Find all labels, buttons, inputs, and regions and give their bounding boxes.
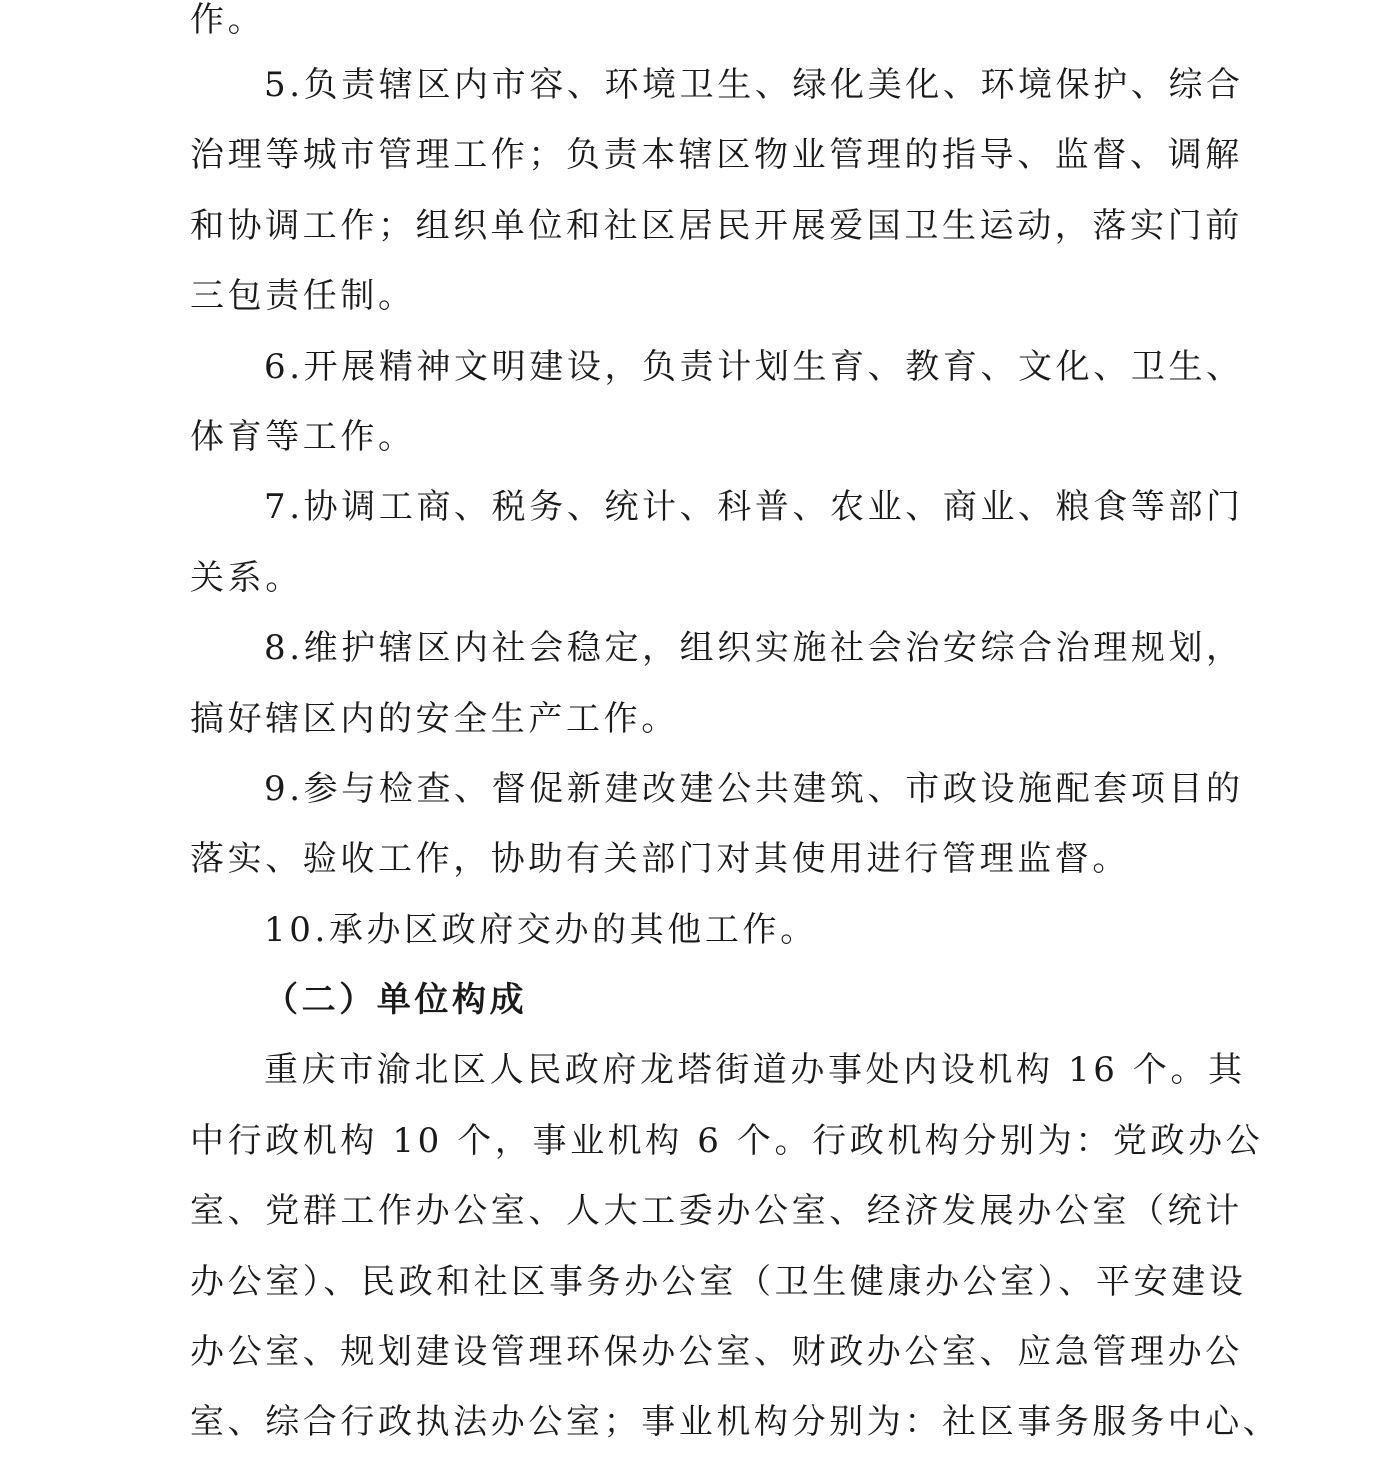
item-8-line-2: 搞好辖区内的安全生产工作。 [190, 698, 679, 739]
item-7-line-2: 关系。 [190, 557, 303, 598]
unit-composition-line-1: 重庆市渝北区人民政府龙塔街道办事处内设机构 16 个。其 [264, 1050, 1246, 1091]
unit-composition-line-3: 室、党群工作办公室、人大工委办公室、经济发展办公室（统计 [190, 1191, 1243, 1232]
item-5-line-3: 和协调工作；组织单位和社区居民开展爱国卫生运动，落实门前 [190, 205, 1243, 246]
item-7-line-1: 7.协调工商、税务、统计、科普、农业、商业、粮食等部门 [264, 487, 1244, 528]
paragraph-line: 作。 [190, 0, 266, 40]
item-5-line-1: 5.负责辖区内市容、环境卫生、绿化美化、环境保护、综合 [264, 65, 1244, 105]
unit-composition-line-5: 办公室、规划建设管理环保办公室、财政办公室、应急管理办公 [190, 1332, 1243, 1373]
item-6-line-1: 6.开展精神文明建设，负责计划生育、教育、文化、卫生、 [264, 346, 1244, 387]
item-5-line-2: 治理等城市管理工作；负责本辖区物业管理的指导、监督、调解 [190, 135, 1243, 176]
section-heading: （二）单位构成 [264, 980, 528, 1021]
item-9-line-1: 9.参与检查、督促新建改建公共建筑、市政设施配套项目的 [264, 768, 1244, 809]
item-5-line-4: 三包责任制。 [190, 276, 416, 317]
item-8-line-1: 8.维护辖区内社会稳定，组织实施社会治安综合治理规划， [264, 628, 1244, 669]
item-6-line-2: 体育等工作。 [190, 416, 416, 457]
unit-composition-line-6: 室、综合行政执法办公室；事业机构分别为：社区事务服务中心、 [190, 1402, 1281, 1443]
unit-composition-line-4: 办公室）、民政和社区事务办公室（卫生健康办公室）、平安建设 [190, 1261, 1247, 1302]
unit-composition-line-2: 中行政机构 10 个，事业机构 6 个。行政机构分别为：党政办公 [190, 1120, 1264, 1161]
item-9-line-2: 落实、验收工作，协助有关部门对其使用进行管理监督。 [190, 839, 1130, 880]
item-10-line-1: 10.承办区政府交办的其他工作。 [264, 909, 818, 950]
document-page [190, 0, 1281, 1458]
